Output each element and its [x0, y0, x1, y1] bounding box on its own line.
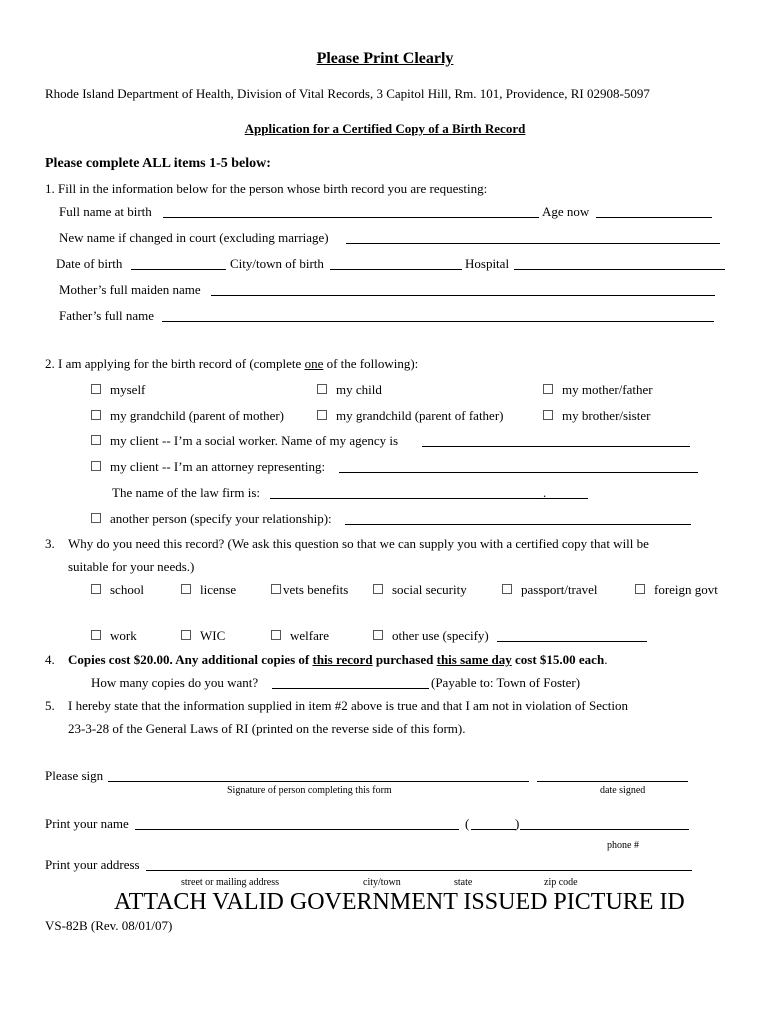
dob-field[interactable] [131, 269, 226, 270]
item2-intro: 2. I am applying for the birth record of (complete one of the following): [45, 356, 419, 371]
option-grandchild-mother[interactable]: my grandchild (parent of mother) [91, 408, 284, 424]
zip-caption: zip code [544, 877, 578, 888]
mother-label: Mother’s full maiden name [59, 282, 201, 297]
item4-number: 4. [45, 652, 55, 667]
law-firm-dot: . [543, 485, 547, 500]
checkbox-icon[interactable] [373, 584, 383, 594]
city-field[interactable] [330, 269, 462, 270]
page-heading: Please Print Clearly [316, 50, 454, 67]
item1-intro: 1. Fill in the information below for the person whose birth record you are requesting: [45, 181, 488, 196]
payable-note: (Payable to: Town of Foster) [431, 675, 581, 690]
state-caption: state [454, 877, 473, 888]
date-caption: date signed [600, 785, 646, 796]
option-grandchild-father[interactable]: my grandchild (parent of father) [317, 408, 503, 424]
how-many-label: How many copies do you want? [91, 675, 259, 690]
print-address-label: Print your address [45, 857, 140, 872]
relationship-field[interactable] [345, 524, 691, 525]
checkbox-icon[interactable] [181, 630, 191, 640]
checkbox-icon[interactable] [91, 513, 101, 523]
citytown-caption: city/town [363, 877, 401, 888]
checkbox-icon[interactable] [91, 435, 101, 445]
signature-field[interactable] [108, 781, 529, 782]
age-now-label: Age now [542, 204, 590, 219]
instructions: Please complete ALL items 1-5 below: [45, 156, 271, 171]
item3-number: 3. [45, 536, 55, 551]
reason-wic[interactable]: WIC [181, 628, 225, 644]
form-title: Application for a Certified Copy of a Birth Record [244, 121, 526, 136]
date-signed-field[interactable] [537, 781, 688, 782]
age-now-field[interactable] [596, 217, 712, 218]
city-label: City/town of birth [230, 256, 324, 271]
option-brother-sister[interactable]: my brother/sister [543, 408, 650, 424]
area-code-field[interactable] [471, 829, 516, 830]
law-firm-field[interactable] [270, 498, 588, 499]
checkbox-icon[interactable] [91, 630, 101, 640]
attach-id-notice: ATTACH VALID GOVERNMENT ISSUED PICTURE ID [114, 889, 685, 915]
checkbox-icon[interactable] [91, 461, 101, 471]
option-attorney[interactable]: my client -- I’m an attorney representing: [91, 459, 325, 475]
option-social-worker[interactable]: my client -- I’m a social worker. Name of my agency is [91, 433, 398, 449]
checkbox-icon[interactable] [635, 584, 645, 594]
checkbox-icon[interactable] [91, 410, 101, 420]
checkbox-icon[interactable] [181, 584, 191, 594]
item3-line2: suitable for your needs.) [68, 559, 195, 574]
reason-work[interactable]: work [91, 628, 137, 644]
dob-label: Date of birth [56, 256, 123, 271]
reason-social-security[interactable]: social security [373, 582, 467, 598]
checkbox-icon[interactable] [91, 384, 101, 394]
agency-name-field[interactable] [422, 446, 690, 447]
attorney-client-field[interactable] [339, 472, 698, 473]
address-field[interactable] [146, 870, 692, 871]
option-another[interactable]: another person (specify your relationship): [91, 511, 332, 527]
item5-line2: 23-3-28 of the General Laws of RI (printed on the reverse side of this form). [68, 721, 466, 736]
checkbox-icon[interactable] [317, 410, 327, 420]
hospital-label: Hospital [465, 256, 510, 271]
phone-close-paren: ) [515, 816, 520, 831]
hospital-field[interactable] [514, 269, 725, 270]
father-label: Father’s full name [59, 308, 155, 323]
print-name-field[interactable] [135, 829, 459, 830]
item3-line1: Why do you need this record? (We ask this question so that we can supply you with a certified copy that will be [68, 536, 649, 551]
reason-other[interactable]: other use (specify) [373, 628, 489, 644]
form-id: VS-82B (Rev. 08/01/07) [45, 918, 173, 933]
full-name-field[interactable] [163, 217, 539, 218]
mother-field[interactable] [211, 295, 715, 296]
checkbox-icon[interactable] [271, 584, 281, 594]
signature-caption: Signature of person completing this form [227, 785, 392, 796]
phone-caption: phone # [607, 840, 639, 851]
copies-field[interactable] [272, 688, 429, 689]
checkbox-icon[interactable] [91, 584, 101, 594]
item5-number: 5. [45, 698, 55, 713]
law-firm-label: The name of the law firm is: [112, 485, 261, 500]
reason-license[interactable]: license [181, 582, 236, 598]
other-use-field[interactable] [497, 641, 647, 642]
checkbox-icon[interactable] [502, 584, 512, 594]
print-name-label: Print your name [45, 816, 129, 831]
option-mother-father[interactable]: my mother/father [543, 382, 653, 398]
item4-cost: Copies cost $20.00. Any additional copies of this record purchased this same day cost $15.00 each. [68, 652, 608, 667]
option-my-child[interactable]: my child [317, 382, 382, 398]
item5-line1: I hereby state that the information supplied in item #2 above is true and that I am not in violation of Section [68, 698, 628, 713]
reason-foreign[interactable]: foreign govt [635, 582, 718, 598]
option-myself[interactable]: myself [91, 382, 145, 398]
reason-passport[interactable]: passport/travel [502, 582, 598, 598]
phone-field[interactable] [520, 829, 689, 830]
checkbox-icon[interactable] [373, 630, 383, 640]
checkbox-icon[interactable] [543, 410, 553, 420]
full-name-label: Full name at birth [59, 204, 152, 219]
father-field[interactable] [162, 321, 714, 322]
reason-vets[interactable]: vets benefits [271, 582, 348, 598]
new-name-field[interactable] [346, 243, 720, 244]
street-caption: street or mailing address [181, 877, 280, 888]
checkbox-icon[interactable] [317, 384, 327, 394]
please-sign-label: Please sign [45, 768, 104, 783]
checkbox-icon[interactable] [543, 384, 553, 394]
reason-school[interactable]: school [91, 582, 144, 598]
agency-address: Rhode Island Department of Health, Division of Vital Records, 3 Capitol Hill, Rm. 101, Providence, RI 02908-5097 [45, 86, 650, 101]
reason-welfare[interactable]: welfare [271, 628, 329, 644]
phone-open-paren: ( [465, 816, 470, 831]
checkbox-icon[interactable] [271, 630, 281, 640]
new-name-label: New name if changed in court (excluding marriage) [59, 230, 329, 245]
